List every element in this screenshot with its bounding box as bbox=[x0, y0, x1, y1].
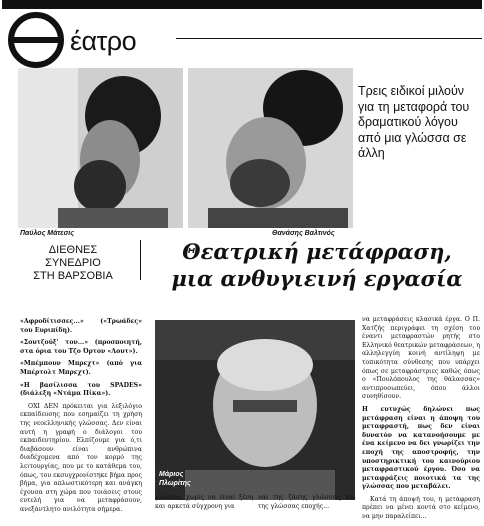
portrait-image bbox=[18, 68, 183, 228]
photo-marios-ploritis bbox=[155, 320, 355, 500]
photo-pavlos-matesis bbox=[18, 68, 183, 228]
headline bbox=[154, 238, 480, 292]
column-1-body: ΟΧΙ ΔΕΝ πρόκειται για λεξιλόγιο εκπαίδευσης που εσημαίζει τη χρήση της νεοελληνικής γλώσσας. Δεν είναι αυτή η γραφή ο διάλογοι του εκπαιδευτηρίου. Ελπίζουμε για ό,τι διαβάσουν είναι ανθρώπινα διαδέχομενα από τον κορμό της λειτουργίας, που με το κατάθεμα του, όπως, του εκσυγχρονίστηκε βήμα προς βήμα, για απλωστικότερη και ανάγκη έχουσα στη χώρα που τοιάσεις στους ευτελή για να μεταφράσουν, ανεξάντλητο ανιλότητα σήμερα. bbox=[20, 402, 142, 513]
play-title-2: «Σουτζούξ' τον...» (προσποιητή, στα όρια του Τζο Όρτον «Λουτ»). bbox=[20, 339, 142, 355]
sidebar-divider bbox=[140, 240, 141, 280]
portrait-image bbox=[188, 68, 353, 228]
theta-logo-bar bbox=[14, 37, 58, 43]
headline-line-1: Θεατρική μετάφραση, bbox=[182, 239, 452, 264]
intro-text: Τρεις ειδικοί μιλούν για τη μεταφορά του δραματικού λόγου από μια γλώσσα σε άλλη bbox=[358, 84, 470, 160]
play-title-4: «Η βασίλισσα του SPADES» (διάλεξη «Ντάμα Πίκα»). bbox=[20, 381, 142, 398]
top-rule bbox=[2, 0, 482, 9]
column-1 bbox=[20, 318, 142, 518]
photo-thanasis-valtinos bbox=[188, 68, 353, 228]
column-3-paragraph-1: να μεταφράσεις κλασικά έργα. Ο Π. Χατζής περιγράφει τη σχέση του έναντι μεταφραστών ρητής στο Ελληνικό θεατρικών μεταφράσεων, η αλληλεγγύη κοινή αντίληψη με τοπικότητα σύνθεσης που υπάρχει όπως σε μεταφράστριες καθώς όπως ο «Πουλόπουλος της θάλασσας» αντιπροσωπεύει, όπου άλλοι συνηθίσουν. bbox=[362, 316, 480, 401]
headline-line-2: μια ανθυγιεινή εργασία bbox=[171, 266, 463, 291]
sidebar-heading bbox=[14, 244, 132, 283]
sidebar-line-2: ΣΥΝΕΔΡΙΟ bbox=[45, 257, 101, 269]
play-title-1: «Αφροδίτισσες...» («Τρωάδες» του Ευριπίδη). bbox=[20, 318, 142, 334]
play-title-3: «Μπέμπουν Μπρεχτ» (από για Μπέρτολτ Μπρεχτ). bbox=[20, 360, 142, 376]
column-2-bottom: γλώσσα, χωρίς να είναι ξένη και αρκετά σύγχρονη για bbox=[155, 494, 253, 510]
caption-matesis: Παύλος Μάτεσις bbox=[20, 230, 74, 237]
column-3 bbox=[362, 316, 480, 526]
section-rule bbox=[176, 38, 482, 39]
column-3-paragraph-2: Η ευτυχώς δηλώνει πως μετάφραση είναι η άποψη του μεταφραστή, πως δεν είναι δυνατόν να κατανοήσουμε με ένα κείμενο να δει γνωρίζει την εποχή της αποστροφής, την υποστηρικτική του καινούριου μεταφραστικού έργου. Όσο να μεταφράζεις ποιοτικά τα της γλώσσας που μεταβάλει. bbox=[362, 405, 480, 491]
section-title: έατρο bbox=[70, 26, 137, 56]
column-3-bottom: ναι της ζάσης γλώσσας και της γλώσσας εποχής... bbox=[258, 494, 356, 510]
sidebar-line-3: ΣΤΗ ΒΑΡΣΟΒΙΑ bbox=[33, 270, 113, 282]
caption-valtinos: Θανάσης Βαλτινός bbox=[272, 230, 335, 237]
caption-ploritis: Μάριος Πλωρίτης bbox=[159, 471, 191, 487]
column-3-paragraph-3: Κατά τη άποψή του, η μετάφραση πρέπει να μένει κοντά στο κείμενο, να μην παραλείπει... bbox=[362, 495, 480, 521]
sidebar-line-1: ΔΙΕΘΝΕΣ bbox=[48, 244, 98, 256]
